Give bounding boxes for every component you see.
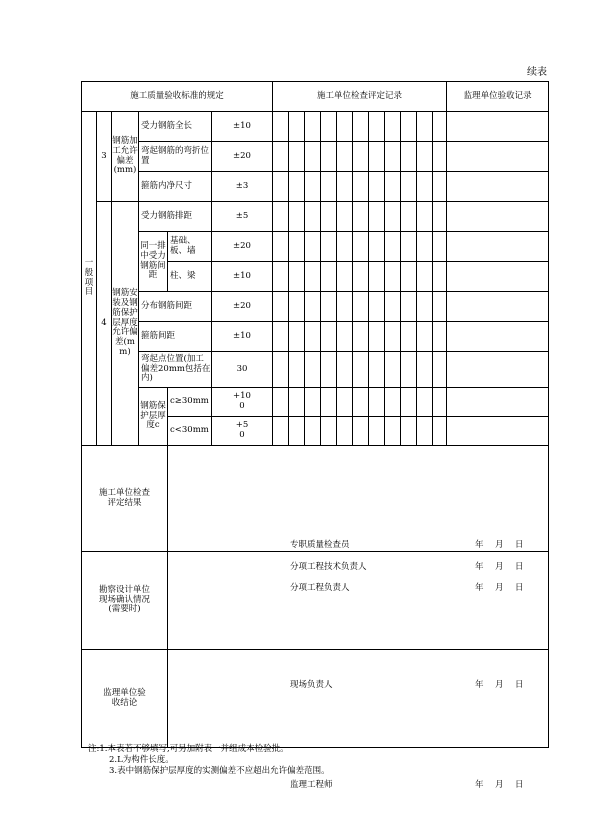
check-cell[interactable]: [305, 172, 321, 202]
check-cell[interactable]: [433, 352, 447, 388]
check-cell[interactable]: [321, 322, 337, 352]
check-cell[interactable]: [417, 262, 433, 292]
check-cell[interactable]: [353, 292, 369, 322]
tolerance-top: +5: [235, 420, 249, 431]
check-cell[interactable]: [417, 232, 433, 262]
check-cell[interactable]: [337, 292, 353, 322]
row-tolerance: [212, 388, 273, 417]
check-cell[interactable]: [289, 262, 305, 292]
supervising-engineer-label: 监理工程师: [290, 779, 333, 790]
check-cell[interactable]: [417, 417, 433, 446]
header-row: [82, 82, 549, 112]
item3-number: 3: [97, 112, 112, 202]
row-tolerance: 30: [212, 352, 273, 388]
check-cell[interactable]: [321, 262, 337, 292]
row-tolerance: ±10: [212, 262, 273, 292]
continued-label: 续表: [527, 67, 547, 78]
check-cell[interactable]: [353, 142, 369, 172]
check-cell[interactable]: [401, 352, 417, 388]
date-fields: 年 月 日: [475, 582, 524, 593]
check-cell[interactable]: [433, 172, 447, 202]
supervisor-conclusion-title: 监理单位验收结论: [82, 650, 168, 748]
tolerance-bottom: 0: [239, 401, 245, 411]
check-cell[interactable]: [401, 202, 417, 232]
check-cell[interactable]: [385, 202, 401, 232]
check-cell[interactable]: [273, 142, 289, 172]
header-contractor: 施工单位检查评定记录: [273, 82, 447, 112]
check-cell[interactable]: [305, 232, 321, 262]
check-cell[interactable]: [305, 142, 321, 172]
row-name: 柱、梁: [168, 262, 212, 292]
check-cell[interactable]: [353, 172, 369, 202]
check-cell[interactable]: [353, 262, 369, 292]
check-cell[interactable]: [305, 262, 321, 292]
design-confirm-title: 勘察设计单位现场确认情况(需要时): [82, 552, 168, 650]
check-cell[interactable]: [417, 172, 433, 202]
site-lead-label: 现场负责人: [290, 679, 333, 690]
item4-label: 钢筋安装及钢筋保护层厚度允许偏差(mm): [112, 202, 139, 446]
check-cell[interactable]: [305, 322, 321, 352]
table-row: [82, 388, 549, 417]
check-cell[interactable]: [289, 417, 305, 446]
row-name: 基础、板、墙: [168, 232, 212, 262]
check-cell[interactable]: [433, 142, 447, 172]
check-cell[interactable]: [305, 112, 321, 142]
check-cell[interactable]: [369, 292, 385, 322]
check-cell[interactable]: [353, 352, 369, 388]
row-name: 箍筋间距: [139, 322, 212, 352]
check-cell[interactable]: [337, 417, 353, 446]
check-cell[interactable]: [337, 232, 353, 262]
check-cell[interactable]: [433, 388, 447, 417]
supervisor-cell[interactable]: [447, 172, 549, 202]
note-3: 3.表中钢筋保护层厚度的实测偏差不应超出允许偏差范围。: [109, 766, 330, 776]
row-name: 分布钢筋间距: [139, 292, 212, 322]
row-name: c≥30mm: [168, 388, 212, 417]
check-cell[interactable]: [337, 388, 353, 417]
check-cell[interactable]: [385, 232, 401, 262]
check-cell[interactable]: [321, 142, 337, 172]
row-name: 弯起点位置(加工偏差20mm包括在内): [139, 352, 212, 388]
check-cell[interactable]: [433, 292, 447, 322]
project-lead-label: 分项工程负责人: [290, 582, 350, 593]
check-cell[interactable]: [273, 388, 289, 417]
check-cell[interactable]: [401, 112, 417, 142]
check-cell[interactable]: [433, 417, 447, 446]
supervisor-cell[interactable]: [447, 322, 549, 352]
check-cell[interactable]: [401, 262, 417, 292]
check-cell[interactable]: [289, 112, 305, 142]
check-cell[interactable]: [273, 262, 289, 292]
check-cell[interactable]: [385, 352, 401, 388]
check-cell[interactable]: [321, 172, 337, 202]
check-cell[interactable]: [353, 112, 369, 142]
supervisor-cell[interactable]: [447, 262, 549, 292]
check-cell[interactable]: [369, 388, 385, 417]
notes: [88, 744, 330, 777]
check-cell[interactable]: [321, 292, 337, 322]
date-fields: 年 月 日: [475, 539, 524, 550]
check-cell[interactable]: [337, 172, 353, 202]
check-cell[interactable]: [401, 292, 417, 322]
note-2: 2.L为构件长度。: [109, 755, 174, 765]
check-cell[interactable]: [337, 112, 353, 142]
check-cell[interactable]: [337, 142, 353, 172]
row-tolerance: ±10: [212, 112, 273, 142]
group-label: 一般项目: [82, 112, 97, 446]
cover-label: 钢筋保护层厚度c: [139, 388, 168, 446]
check-cell[interactable]: [401, 232, 417, 262]
check-cell[interactable]: [321, 352, 337, 388]
tolerance-bottom: 0: [239, 430, 245, 440]
table-row: [82, 142, 549, 172]
table-row: [82, 322, 549, 352]
contractor-result-area[interactable]: [168, 446, 549, 593]
row-name: c<30mm: [168, 417, 212, 446]
check-cell[interactable]: [289, 388, 305, 417]
check-cell[interactable]: [369, 112, 385, 142]
check-cell[interactable]: [273, 352, 289, 388]
check-cell[interactable]: [369, 202, 385, 232]
check-cell[interactable]: [289, 352, 305, 388]
check-cell[interactable]: [401, 322, 417, 352]
header-supervisor: 监理单位验收记录: [447, 82, 549, 112]
check-cell[interactable]: [289, 202, 305, 232]
row-name: 箍筋内净尺寸: [139, 172, 212, 202]
row-name: 弯起钢筋的弯折位置: [139, 142, 212, 172]
check-cell[interactable]: [417, 202, 433, 232]
check-cell[interactable]: [273, 322, 289, 352]
supervisor-conclusion-row: [82, 650, 549, 748]
check-cell[interactable]: [353, 388, 369, 417]
header-standard: 施工质量验收标准的规定: [82, 82, 273, 112]
check-cell[interactable]: [417, 142, 433, 172]
check-cell[interactable]: [385, 388, 401, 417]
check-cell[interactable]: [417, 292, 433, 322]
check-cell[interactable]: [321, 232, 337, 262]
check-cell[interactable]: [369, 172, 385, 202]
date-fields: 年 月 日: [475, 561, 524, 572]
supervisor-cell[interactable]: [447, 388, 549, 417]
check-cell[interactable]: [321, 112, 337, 142]
check-cell[interactable]: [385, 112, 401, 142]
table-row: [82, 292, 549, 322]
check-cell[interactable]: [321, 417, 337, 446]
quality-inspector-label: 专职质量检查员: [290, 539, 350, 550]
check-cell[interactable]: [337, 352, 353, 388]
check-cell[interactable]: [273, 232, 289, 262]
check-cell[interactable]: [433, 112, 447, 142]
check-cell[interactable]: [369, 417, 385, 446]
check-cell[interactable]: [353, 232, 369, 262]
item4-number: 4: [97, 202, 112, 446]
check-cell[interactable]: [321, 388, 337, 417]
check-cell[interactable]: [401, 172, 417, 202]
check-cell[interactable]: [433, 202, 447, 232]
row-tolerance: ±3: [212, 172, 273, 202]
contractor-result-row: [82, 446, 549, 552]
date-fields: 年 月 日: [475, 779, 524, 790]
check-cell[interactable]: [369, 142, 385, 172]
check-cell[interactable]: [433, 232, 447, 262]
date-fields: 年 月 日: [475, 679, 524, 690]
supervisor-cell[interactable]: [447, 417, 549, 446]
check-cell[interactable]: [305, 292, 321, 322]
check-cell[interactable]: [289, 292, 305, 322]
check-cell[interactable]: [417, 352, 433, 388]
check-cell[interactable]: [273, 172, 289, 202]
row-tolerance: ±20: [212, 232, 273, 262]
check-cell[interactable]: [369, 352, 385, 388]
check-cell[interactable]: [353, 322, 369, 352]
table-row: [82, 352, 549, 388]
check-cell[interactable]: [401, 142, 417, 172]
check-cell[interactable]: [417, 322, 433, 352]
supervisor-cell[interactable]: [447, 142, 549, 172]
check-cell[interactable]: [289, 142, 305, 172]
check-cell[interactable]: [385, 417, 401, 446]
same-row-label: 同一排中受力钢筋间距: [139, 232, 168, 292]
check-cell[interactable]: [417, 112, 433, 142]
check-cell[interactable]: [385, 262, 401, 292]
check-cell[interactable]: [385, 322, 401, 352]
table-row: [82, 232, 549, 262]
table-row: [82, 172, 549, 202]
check-cell[interactable]: [321, 202, 337, 232]
check-cell[interactable]: [401, 417, 417, 446]
check-cell[interactable]: [385, 172, 401, 202]
check-cell[interactable]: [305, 352, 321, 388]
row-name: 受力钢筋排距: [139, 202, 212, 232]
supervisor-cell[interactable]: [447, 202, 549, 232]
supervisor-cell[interactable]: [447, 232, 549, 262]
check-cell[interactable]: [273, 202, 289, 232]
check-cell[interactable]: [273, 417, 289, 446]
check-cell[interactable]: [273, 112, 289, 142]
table-row: [82, 202, 549, 232]
supervisor-cell[interactable]: [447, 112, 549, 142]
supervisor-cell[interactable]: [447, 292, 549, 322]
check-cell[interactable]: [385, 292, 401, 322]
check-cell[interactable]: [337, 202, 353, 232]
check-cell[interactable]: [369, 262, 385, 292]
check-cell[interactable]: [433, 262, 447, 292]
row-name: 受力钢筋全长: [139, 112, 212, 142]
tolerance-top: +10: [233, 391, 251, 402]
check-cell[interactable]: [353, 417, 369, 446]
row-tolerance: ±20: [212, 292, 273, 322]
check-cell[interactable]: [353, 202, 369, 232]
supervisor-cell[interactable]: [447, 352, 549, 388]
check-cell[interactable]: [433, 322, 447, 352]
check-cell[interactable]: [289, 172, 305, 202]
table-row: [82, 112, 549, 142]
check-cell[interactable]: [305, 202, 321, 232]
check-cell[interactable]: [385, 142, 401, 172]
check-cell[interactable]: [401, 388, 417, 417]
check-cell[interactable]: [337, 322, 353, 352]
row-tolerance: ±20: [212, 142, 273, 172]
row-tolerance: ±5: [212, 202, 273, 232]
contractor-result-title: 施工单位检查评定结果: [82, 446, 168, 552]
item3-label: 钢筋加工允许偏差(mm): [112, 112, 139, 202]
check-cell[interactable]: [289, 232, 305, 262]
check-cell[interactable]: [289, 322, 305, 352]
tech-lead-label: 分项工程技术负责人: [290, 561, 367, 572]
check-cell[interactable]: [417, 388, 433, 417]
row-tolerance: ±10: [212, 322, 273, 352]
check-cell[interactable]: [305, 388, 321, 417]
check-cell[interactable]: [337, 262, 353, 292]
check-cell[interactable]: [273, 292, 289, 322]
check-cell[interactable]: [305, 417, 321, 446]
row-tolerance: [212, 417, 273, 446]
check-cell[interactable]: [369, 322, 385, 352]
check-cell[interactable]: [369, 232, 385, 262]
note-1: 注:1.本表若不够填写,可另加附表一并组成本检验批。: [88, 744, 289, 754]
